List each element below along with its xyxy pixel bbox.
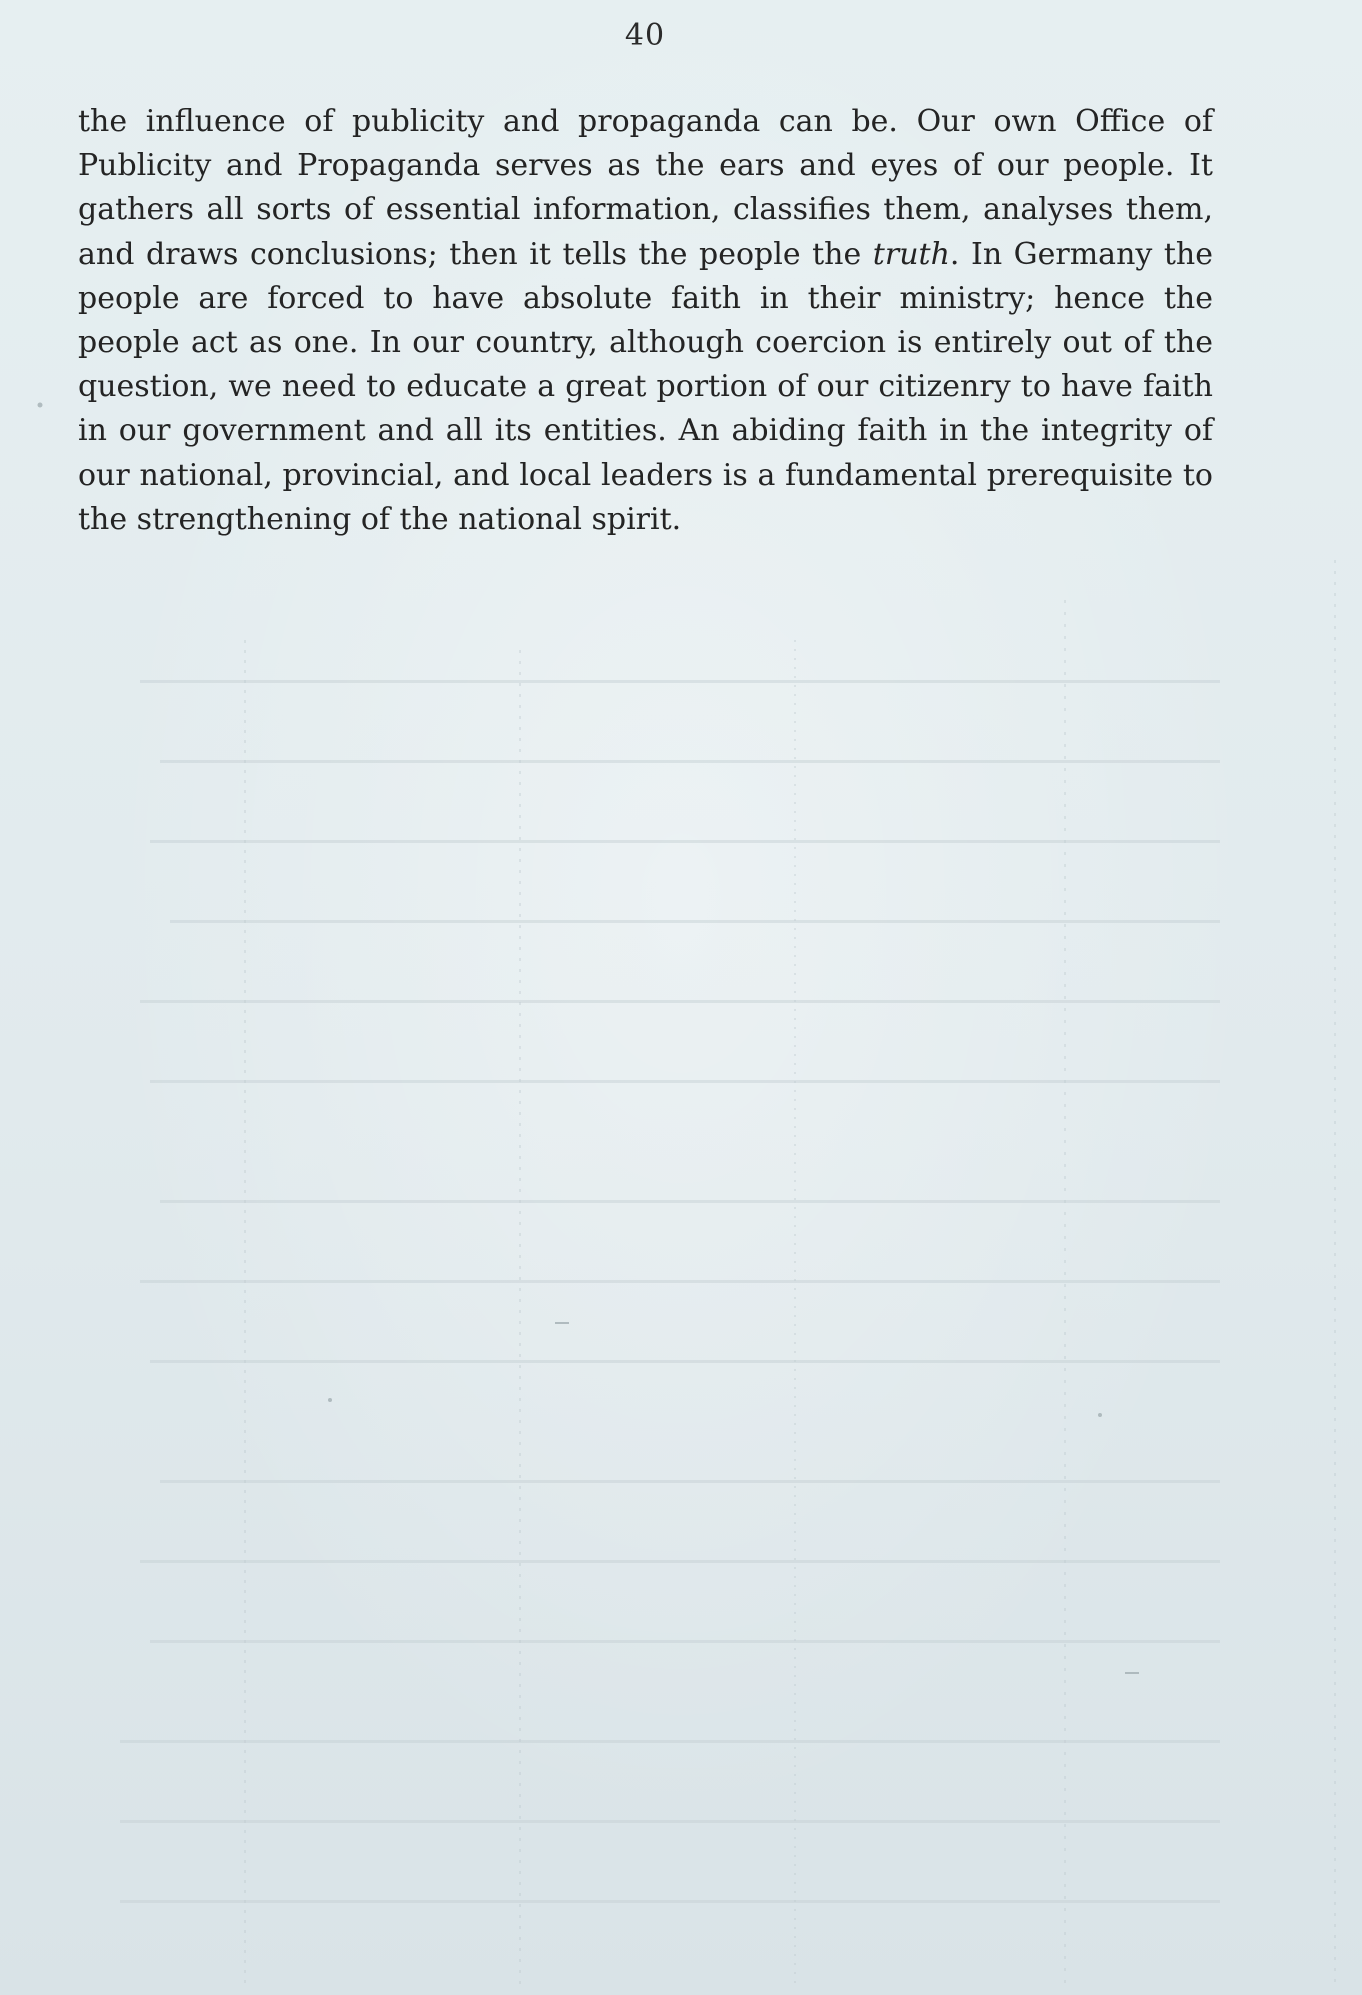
paragraph-emphasis: truth [872, 236, 950, 272]
paragraph-text-start: the influence of publicity and propaganda can be. Our own Office of Publicity and Propaganda serves as the ears and eyes of our people. It gathers all sorts of essential information, classifies them, analyses them, and draws conclusions; then it tells the people the [78, 104, 1213, 272]
paragraph-text-end: . In Germany the people are forced to have absolute faith in their ministry; hence the people act as one. In our country, although coercion is entirely out of the question, we need to educate a great portion of our citizenry to have faith in our government and all its entities. An abiding faith in the integrity of our national, provincial, and local leaders is a fundamental prerequisite to the strengthening of the national spirit. [78, 236, 1213, 537]
body-paragraph [78, 100, 1213, 542]
page-number: 40 [624, 18, 666, 53]
